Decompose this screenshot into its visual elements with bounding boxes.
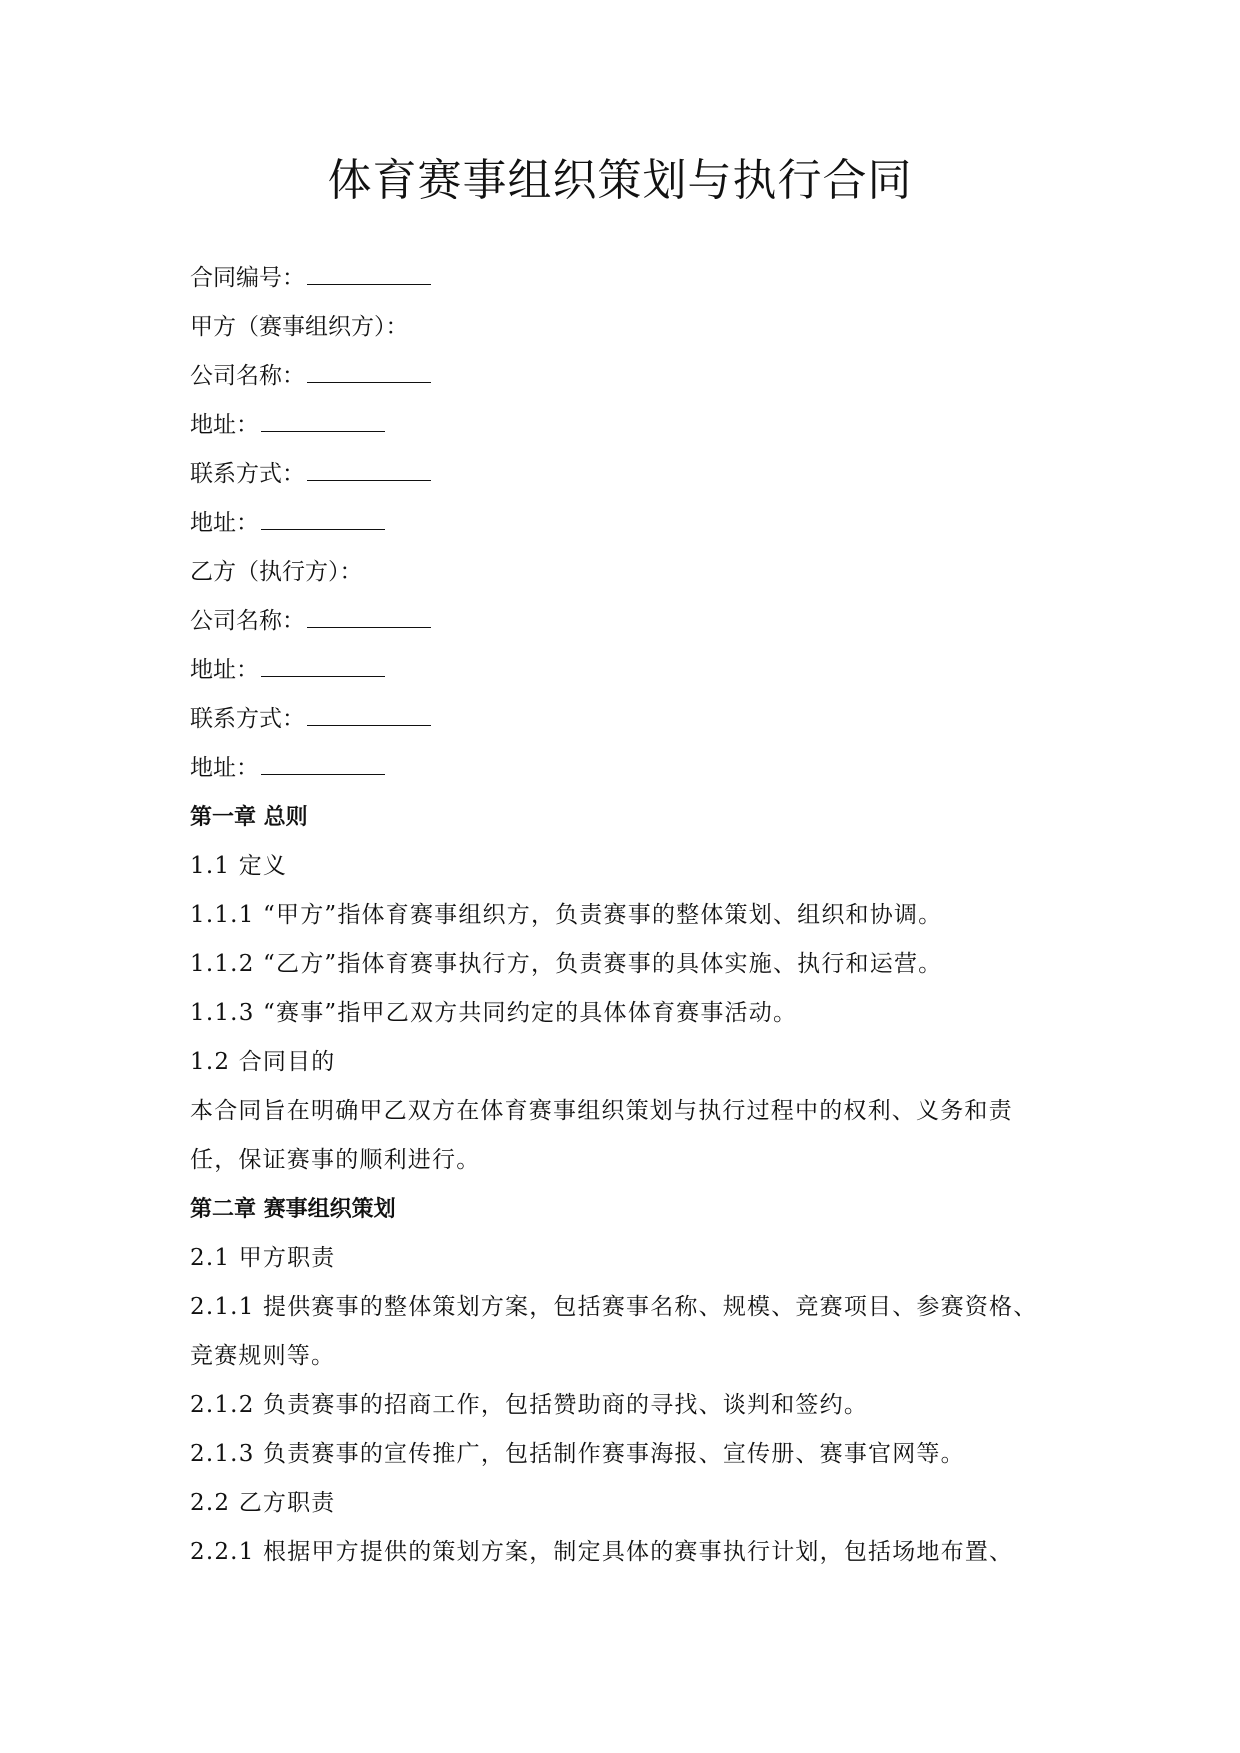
clause-1-1-2: 1.1.2 “乙方”指体育赛事执行方，负责赛事的具体实施、执行和运营。 [190,951,943,977]
blank-line[interactable] [307,460,431,481]
field-label: 公司名称： [190,608,305,634]
blank-line[interactable] [307,264,431,285]
section-2-2: 2.2 乙方职责 [190,1490,336,1516]
clause-2-1-2: 2.1.2 负责赛事的招商工作，包括赞助商的寻找、谈判和签约。 [190,1392,869,1418]
field-label: 合同编号： [190,265,305,291]
field-party-a-company [190,352,1056,401]
clause-1-1-3: 1.1.3 “赛事”指甲乙双方共同约定的具体体育赛事活动。 [190,1000,798,1026]
blank-line[interactable] [307,362,431,383]
field-contract-no [190,254,1056,303]
clause-2-1-3: 2.1.3 负责赛事的宣传推广，包括制作赛事海报、宣传册、赛事官网等。 [190,1441,965,1467]
clause-1-1-1: 1.1.1 “甲方”指体育赛事组织方，负责赛事的整体策划、组织和协调。 [190,902,943,928]
section-1-2: 1.2 合同目的 [190,1049,336,1075]
blank-line[interactable] [307,705,431,726]
party-b-heading: 乙方（执行方）： [190,559,363,585]
field-party-b-company [190,597,1056,646]
field-party-b-address [190,646,1056,695]
field-party-b-address-2 [190,744,1056,793]
field-label: 联系方式： [190,706,305,732]
field-party-a-address [190,401,1056,450]
blank-line[interactable] [261,754,385,775]
field-party-a-address-2 [190,499,1056,548]
field-label: 地址： [190,657,259,683]
field-party-a-contact [190,450,1056,499]
section-2-1: 2.1 甲方职责 [190,1245,336,1271]
blank-line[interactable] [261,509,385,530]
field-label: 地址： [190,510,259,536]
paragraph-1-2: 本合同旨在明确甲乙双方在体育赛事组织策划与执行过程中的权利、义务和责任，保证赛事的顺利进行。 [190,1098,1013,1173]
chapter-1-heading: 第一章 总则 [190,805,308,830]
field-party-b-contact [190,695,1056,744]
field-label: 联系方式： [190,461,305,487]
party-a-heading: 甲方（赛事组织方）： [190,314,409,340]
field-label: 地址： [190,755,259,781]
clause-2-2-1: 2.2.1 根据甲方提供的策划方案，制定具体的赛事执行计划，包括场地布置、 [190,1539,1014,1565]
section-1-1: 1.1 定义 [190,853,288,879]
clause-2-1-1: 2.1.1 提供赛事的整体策划方案，包括赛事名称、规模、竞赛项目、参赛资格、竞赛规则等。 [190,1294,1038,1369]
field-label: 公司名称： [190,363,305,389]
chapter-2-heading: 第二章 赛事组织策划 [190,1197,396,1222]
field-label: 地址： [190,412,259,438]
blank-line[interactable] [261,411,385,432]
blank-line[interactable] [261,656,385,677]
document-title: 体育赛事组织策划与执行合同 [327,155,913,206]
blank-line[interactable] [307,607,431,628]
document-body [190,254,1056,1577]
